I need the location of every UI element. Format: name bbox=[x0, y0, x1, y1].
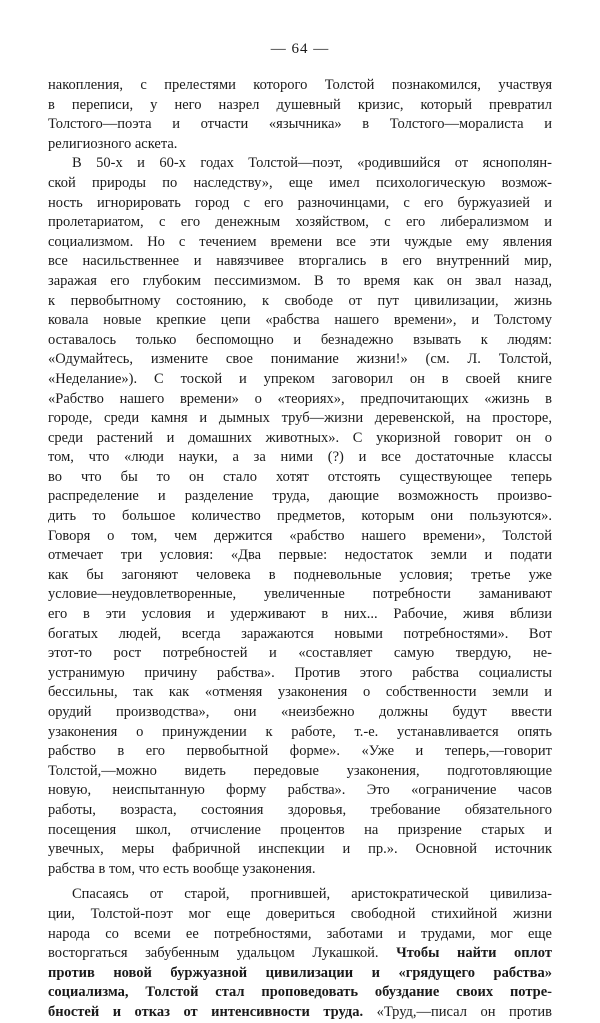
bold-text-line: против новой буржуазной цивилизации и «грядущего рабства» bbox=[48, 964, 552, 981]
text-line: работы, возраста, состояния здоровья, требование обязательного bbox=[48, 801, 552, 818]
text-line: городе, среди камня и дымных труб—жизни деревенской, на просторе, bbox=[48, 410, 552, 427]
text-line: пролетариатом, с его денежным хозяйством, с его либерализмом и bbox=[48, 214, 552, 231]
text-line: орудий производства», они «неизбежно должны будут ввести bbox=[48, 704, 552, 720]
text-line: ской природы по наследству», еще имел психологическую возмож- bbox=[48, 174, 552, 191]
text-line: как бы загоняют человека в подневольные условия; третье уже bbox=[48, 566, 552, 583]
text-line: Толстого—поэта и отчасти «язычника» в Толстого—моралиста и bbox=[48, 116, 552, 133]
text-segment: «Труд,—писал он против bbox=[363, 1003, 552, 1020]
text-line: В 50-х и 60-х годах Толстой—поэт, «родившийся от яснополян- bbox=[72, 155, 552, 172]
text-line: устранимую причину рабства». Против этого рабства социалисты bbox=[48, 664, 552, 681]
text-line: Спасаясь от старой, прогнившей, аристократической цивилиза- bbox=[72, 886, 552, 903]
text-line: «Рабство нашего времени» о «теориях», предпочитающих «жизнь в bbox=[48, 390, 552, 407]
text-line: все насильственнее и навязчивее вторгались в его внутренний мир, bbox=[48, 253, 552, 270]
text-line: «Неделание»). С тоской и упреком заговорил он в своей книге bbox=[48, 370, 552, 387]
text-line: оставалось только беспомощно и безнадежно взывать к людям: bbox=[48, 331, 552, 348]
text-line-mixed bbox=[48, 944, 552, 964]
text-line: рабства в том, что есть вообще узаконения. bbox=[48, 860, 316, 877]
text-line: во что бы то он стало хотят отстоять существующее теперь bbox=[48, 468, 552, 485]
text-line-mixed bbox=[48, 1003, 552, 1023]
bold-text-segment: Чтобы найти оплот bbox=[378, 945, 552, 962]
paragraph-1 bbox=[48, 76, 552, 154]
text-line: условие—неудовлетворенные, увеличенные потребности заманивают bbox=[48, 586, 552, 603]
text-line: к первобытному состоянию, к свободе от пут цивилизации, жизнь bbox=[48, 292, 552, 309]
bold-text-segment: бностей и отказ от интенсивности труда. bbox=[48, 1003, 364, 1020]
text-line: Толстой,—можно видеть передовые узаконения, подготовляющие bbox=[48, 762, 552, 779]
text-line: этот-то рост потребностей и «составляет самую твердую, не- bbox=[48, 645, 552, 662]
text-line: новую, неиспытанную форму рабства». Это «ограничение часов bbox=[48, 782, 552, 799]
text-line: заражая его глубоким пессимизмом. В то время как он звал назад, bbox=[48, 272, 552, 289]
page-number: — 64 — bbox=[270, 41, 330, 57]
text-line: среди растений и домашних животных». С укоризной говорит он о bbox=[48, 429, 552, 446]
text-line: богатых людей, всегда заражаются новыми потребностями». Вот bbox=[48, 625, 552, 642]
text-line: его в эти условия и удерживают в них... Рабочие, живя вблизи bbox=[48, 606, 552, 623]
text-line: распределение и разделение труда, дающие возможность произво- bbox=[48, 488, 552, 505]
text-line: социализмом. Но с течением времени все эти чуждые ему явления bbox=[48, 233, 552, 250]
text-line: «Одумайтесь, измените свое понимание жизни!» (см. Л. Толстой, bbox=[48, 351, 552, 368]
text-line: увечных, меры фабричной инспекции и пр.». Основной источник bbox=[48, 841, 552, 858]
text-line: том, что «люди науки, а за ними (?) и все достаточные классы bbox=[48, 449, 552, 466]
text-line: ковала новые крепкие цепи «рабства нашего времени», и Толстому bbox=[48, 312, 552, 329]
text-segment: восторгаться забубенным удальцом Лукашкой. bbox=[48, 945, 379, 962]
text-line: религиозного аскета. bbox=[48, 135, 178, 152]
bold-text-line: социализма, Толстой стал проповедовать обуздание своих потре- bbox=[48, 984, 552, 1001]
text-line: отмечает три условия: «Два первые: недостаток земли и подати bbox=[48, 547, 552, 564]
paragraph-2 bbox=[48, 154, 552, 879]
text-line: посещения школ, отчисление процентов на призрение старых и bbox=[48, 821, 552, 838]
text-line: бессильны, так как «отменяя узаконения о собственности земли и bbox=[48, 684, 552, 701]
body-text bbox=[48, 76, 552, 1023]
text-line: народа со всеми ее потребностями, заботами и трудами, мог еще bbox=[48, 925, 552, 942]
book-page bbox=[48, 40, 552, 1023]
text-line: ность игнорировать город с его разночинцами, с его буржуазией и bbox=[48, 194, 552, 211]
text-line: узаконения о принуждении к работе, т.-е. устанавливается опять bbox=[48, 723, 552, 740]
text-line: ции, Толстой-поэт мог еще довериться свободной стихийной жизни bbox=[48, 905, 552, 922]
text-line: рабство в его первобытной форме». «Уже и теперь,—говорит bbox=[48, 743, 552, 760]
text-line: накопления, с прелестями которого Толстой познакомился, участвуя bbox=[48, 77, 552, 93]
text-line: дить то большое количество предметов, которым они пользуются». bbox=[48, 508, 552, 525]
text-line: Говоря о том, чем держится «рабство нашего времени», Толстой bbox=[48, 527, 552, 544]
text-line: в переписи, у него назрел душевный кризис, который превратил bbox=[48, 96, 552, 113]
